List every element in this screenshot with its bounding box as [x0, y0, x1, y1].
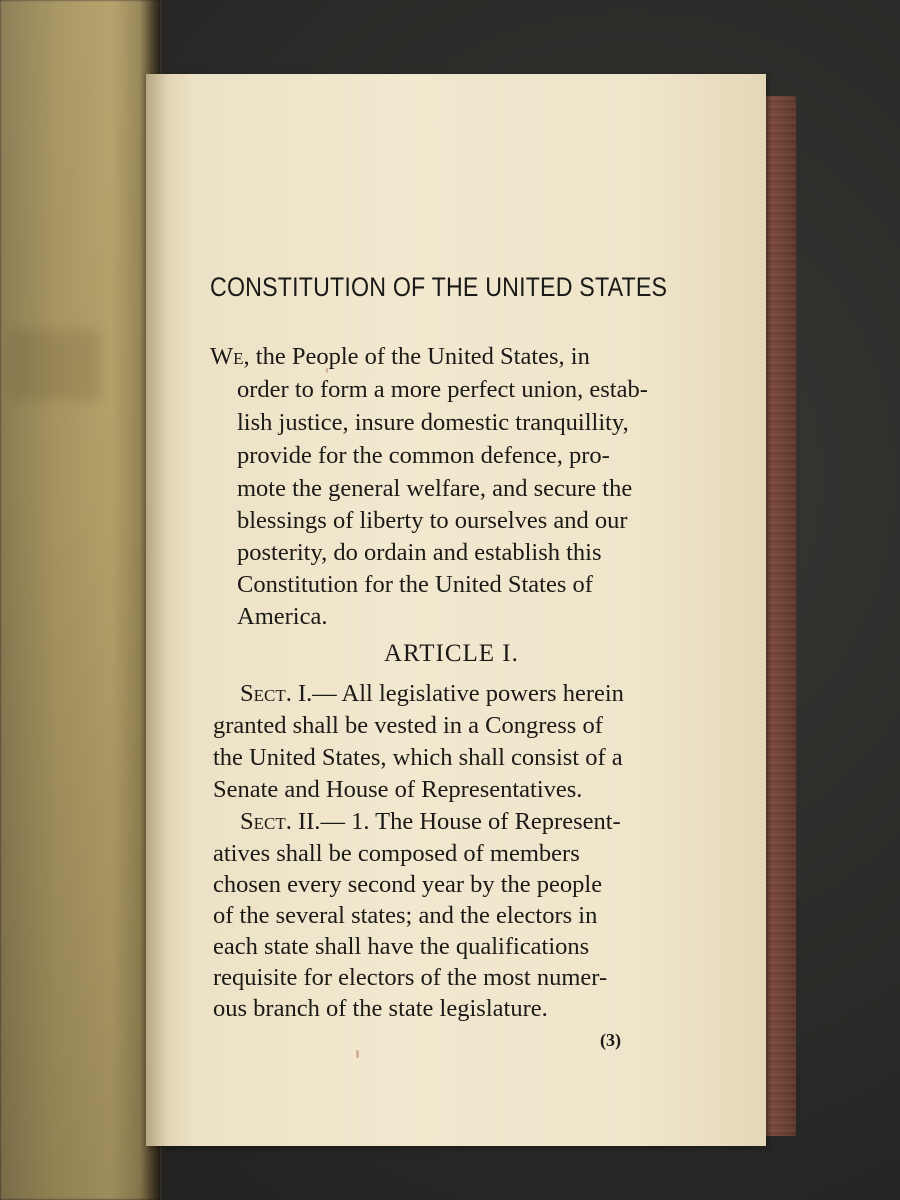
preamble-line-3: lish justice, insure domestic tranquillity, — [237, 409, 629, 436]
section2-line-6: requisite for electors of the most numer- — [213, 964, 608, 991]
facing-page-ghost-print — [10, 330, 100, 400]
page-number: (3) — [600, 1030, 621, 1050]
section2-line-1 — [240, 808, 621, 836]
preamble-line-4: provide for the common defence, pro- — [237, 442, 610, 469]
preamble-opening-word: We — [210, 343, 244, 370]
section2-line-5: each state shall have the qualifications — [213, 933, 590, 960]
preamble-line-1 — [210, 343, 590, 371]
page-title: CONSTITUTION OF THE UNITED STATES — [210, 272, 668, 302]
section1-line-1-text: — All legislative powers herein — [312, 680, 624, 707]
preamble-line-6: blessings of liberty to ourselves and our — [237, 507, 628, 534]
section2-line-7: ous branch of the state legislature. — [213, 995, 548, 1022]
article-heading: ARTICLE I. — [384, 640, 519, 667]
section1-line-4: Senate and House of Representatives. — [213, 776, 583, 803]
section2-label: Sect. II. — [240, 808, 321, 835]
preamble-line-5: mote the general welfare, and secure the — [237, 475, 633, 502]
section2-line-1-text: — 1. The House of Represent- — [320, 808, 621, 835]
paper-speck — [356, 1050, 359, 1058]
section1-label: Sect. I. — [240, 680, 313, 707]
section1-line-3: the United States, which shall consist of a — [213, 744, 623, 771]
section1-line-1 — [240, 680, 624, 708]
section2-line-4: of the several states; and the electors in — [213, 902, 598, 929]
section2-line-2: atives shall be composed of members — [213, 840, 580, 867]
page-curl-shadow — [146, 74, 168, 1146]
preamble-line-1-text: , the People of the United States, in — [243, 343, 590, 370]
preamble-line-2: order to form a more perfect union, estab- — [237, 376, 648, 403]
facing-page-shade — [0, 0, 160, 1200]
preamble-line-7: posterity, do ordain and establish this — [237, 539, 602, 566]
preamble-line-8: Constitution for the United States of — [237, 571, 593, 598]
section2-line-3: chosen every second year by the people — [213, 871, 603, 898]
preamble-line-9: America. — [237, 603, 328, 630]
section1-line-2: granted shall be vested in a Congress of — [213, 712, 603, 739]
